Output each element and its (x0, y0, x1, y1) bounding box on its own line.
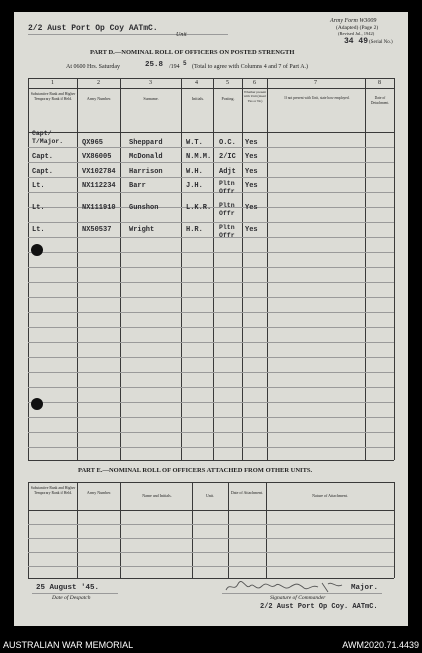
serial-number: 34 49 (344, 37, 369, 46)
cell-posting: Adjt (219, 168, 236, 176)
cell-initials: L.K.R. (186, 204, 212, 212)
part-e-header-rank: Substantive Rank and Higher Temporary Rank if Held. (30, 486, 76, 495)
part-d-title: PART D.—NOMINAL ROLL OF OFFICERS ON POSTED STRENGTH (90, 49, 295, 56)
part-d-time: At 0600 Hrs. Saturday (66, 64, 120, 70)
cell-army-number: NX112234 (82, 182, 116, 190)
signature-label: Signature of Commander (270, 595, 326, 601)
cell-present: Yes (245, 226, 258, 234)
punch-hole (31, 244, 43, 256)
col-header-initials: Initials. (191, 96, 205, 101)
despatch-label: Date of Despatch (52, 595, 91, 601)
cell-initials: W.H. (186, 168, 203, 176)
cell-rank: Capt. (32, 168, 54, 176)
part-e-title: PART E.—NOMINAL ROLL OF OFFICERS ATTACHED FROM OTHER UNITS. (78, 467, 313, 474)
part-e-header-nature: Nature of Attachment. (312, 493, 348, 498)
cell-posting: 2/IC (219, 153, 236, 161)
unit-name: 2/2 Aust Port Op Coy AATmC. (28, 24, 158, 33)
part-d-year-digit: 5 (183, 60, 187, 67)
col-header-posting: Posting. (221, 96, 235, 101)
cell-posting: O.C. (219, 139, 236, 147)
cell-initials: H.R. (186, 226, 203, 234)
col-header-rank: Substantive Rank and Higher Temporary Rank if Held. (30, 92, 76, 101)
cell-surname: Harrison (129, 168, 163, 176)
col-header-employed: If not present with Unit, state how employed. (284, 96, 350, 100)
part-d-date: 25.8 (145, 61, 164, 69)
cell-army-number: NX111910 (82, 204, 116, 212)
col-num-1: 1 (51, 80, 54, 86)
cell-present: Yes (245, 153, 258, 161)
col-header-army-number: Army Number. (86, 96, 112, 101)
form-adapted: (Adapted) (Page 2) (336, 25, 379, 31)
unit-label: Unit (176, 32, 187, 38)
signature-rank: Major. (351, 584, 379, 592)
col-num-4: 4 (195, 80, 198, 86)
cell-surname: Gunshon (129, 204, 159, 212)
punch-hole (31, 398, 43, 410)
cell-surname: Wright (129, 226, 155, 234)
cell-army-number: VX86005 (82, 153, 112, 161)
form-page (14, 12, 408, 626)
part-e-header-army-number: Army Number. (86, 490, 112, 495)
cell-army-number: NX50537 (82, 226, 112, 234)
cell-army-number: QX965 (82, 139, 104, 147)
cell-posting: Pltn Offr (219, 180, 235, 195)
archive-institution: AUSTRALIAN WAR MEMORIAL (3, 640, 134, 650)
cell-rank: Lt. (32, 204, 45, 212)
col-header-detachment: Date of Detachment. (370, 96, 390, 105)
part-d-total-note: (Total to agree with Columns 4 and 7 of Part A.) (192, 64, 309, 70)
form-revised: (Revised Jul., 1942) (338, 31, 375, 36)
cell-surname: McDonald (129, 153, 163, 161)
archive-accession: AWM2020.71.4439 (342, 640, 419, 650)
archive-caption-bar (0, 636, 422, 653)
cell-rank: Lt. (32, 226, 45, 234)
col-num-8: 8 (378, 80, 381, 86)
part-e-header-unit: Unit. (205, 493, 215, 498)
col-header-surname: Surname. (143, 96, 159, 101)
part-d-year: /194 (169, 64, 180, 70)
cell-surname: Barr (129, 182, 146, 190)
col-num-5: 5 (226, 80, 229, 86)
cell-initials: N.M.M. (186, 153, 212, 161)
cell-rank: Capt/ T/Major. (32, 130, 64, 145)
form-number: Army Form W3009 (330, 18, 377, 24)
col-num-2: 2 (97, 80, 100, 86)
cell-rank: Lt. (32, 182, 45, 190)
col-num-6: 6 (253, 80, 256, 86)
col-num-7: 7 (314, 80, 317, 86)
col-num-3: 3 (149, 80, 152, 86)
cell-initials: W.T. (186, 139, 203, 147)
cell-present: Yes (245, 204, 258, 212)
cell-present: Yes (245, 139, 258, 147)
cell-present: Yes (245, 182, 258, 190)
col-header-present: Whether present with Unit (insert Yes or No) (243, 90, 267, 103)
despatch-date: 25 August '45. (36, 584, 100, 592)
cell-posting: Pltn Offr (219, 202, 235, 217)
cell-present: Yes (245, 168, 258, 176)
commander-unit: 2/2 Aust Port Op Coy. AATmC. (260, 603, 378, 611)
cell-initials: J.H. (186, 182, 203, 190)
cell-posting: Pltn Offr (219, 224, 235, 239)
cell-rank: Capt. (32, 153, 54, 161)
part-e-header-date: Date of Attachment. (230, 490, 264, 495)
cell-army-number: VX102784 (82, 168, 116, 176)
cell-surname: Sheppard (129, 139, 163, 147)
serial-label: (Serial No.) (369, 40, 393, 45)
part-e-header-name: Name and Initials. (142, 493, 172, 498)
